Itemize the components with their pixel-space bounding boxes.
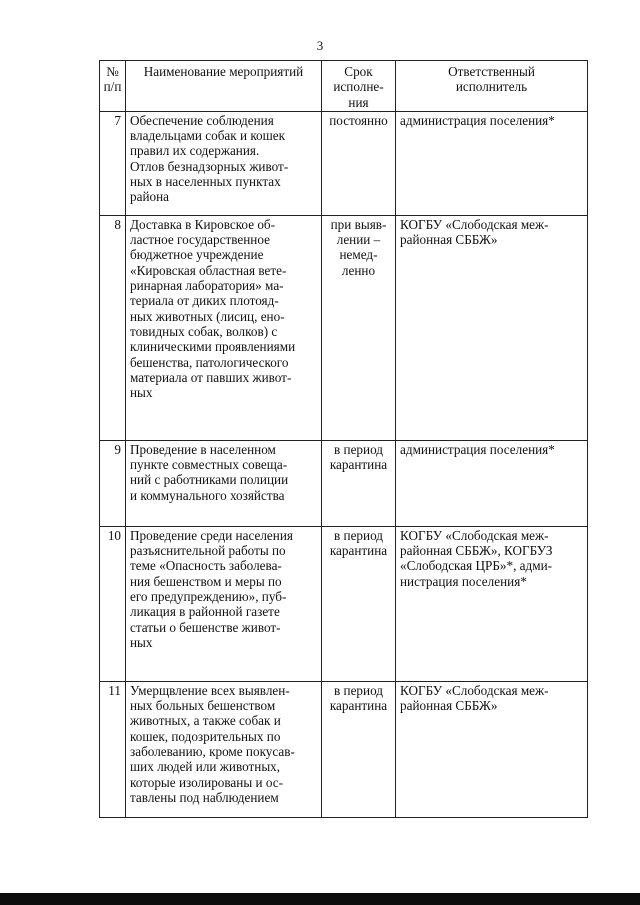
- row-num: 7: [100, 111, 126, 215]
- row-num: 8: [100, 215, 126, 440]
- row-name: Обеспечение соблюдения владельцами собак и кошек правил их содержания. Отлов безнадзорных живот- ных в населенных пунктах района: [126, 111, 322, 215]
- table-header-row: [100, 61, 588, 112]
- row-name: Доставка в Кировское об- ластное государственное бюджетное учреждение «Кировская областная вете- ринарная лаборатория» ма- териала от диких плотояд- ных животных (лисиц, ено- товидных собак, волков) с клиническими проявлениями бешенства, патологического материала от павших живот- ных: [126, 215, 322, 440]
- table-row: [100, 526, 588, 681]
- header-num: № п/п: [100, 61, 126, 112]
- row-term: постоянно: [322, 111, 396, 215]
- header-responsible: Ответственный исполнитель: [396, 61, 588, 112]
- measures-table: [99, 60, 588, 818]
- table-row: [100, 681, 588, 817]
- row-name: Проведение среди населения разъяснительной работы по теме «Опасность заболева- ния бешенством и меры по его предупреждению», пуб- ликация в районной газете статьи о бешенстве живот- ных: [126, 526, 322, 681]
- row-responsible: КОГБУ «Слободская меж- районная СББЖ», КОГБУЗ «Слободская ЦРБ»*, адми- нистрация поселения*: [396, 526, 588, 681]
- row-num: 10: [100, 526, 126, 681]
- row-responsible: администрация поселения*: [396, 111, 588, 215]
- row-responsible: администрация поселения*: [396, 440, 588, 526]
- row-term: в период карантина: [322, 440, 396, 526]
- header-name: Наименование мероприятий: [126, 61, 322, 112]
- row-name: Проведение в населенном пункте совместных совеща- ний с работниками полиции и коммунального хозяйства: [126, 440, 322, 526]
- table-row: [100, 440, 588, 526]
- page-number: 3: [316, 38, 324, 53]
- table-row: [100, 111, 588, 215]
- row-num: 11: [100, 681, 126, 817]
- scan-edge-bar: [0, 893, 640, 905]
- table-row: [100, 215, 588, 440]
- header-term: Срок исполне- ния: [322, 61, 396, 112]
- row-name: Умерщвление всех выявлен- ных больных бешенством животных, а также собак и кошек, подозрительных по заболеванию, кроме покусав- ших людей или животных, которые изолированы и ос- тавлены под наблюдением: [126, 681, 322, 817]
- row-term: в период карантина: [322, 681, 396, 817]
- row-responsible: КОГБУ «Слободская меж- районная СББЖ»: [396, 215, 588, 440]
- row-responsible: КОГБУ «Слободская меж- районная СББЖ»: [396, 681, 588, 817]
- row-term: при выяв- лении – немед- ленно: [322, 215, 396, 440]
- row-num: 9: [100, 440, 126, 526]
- row-term: в период карантина: [322, 526, 396, 681]
